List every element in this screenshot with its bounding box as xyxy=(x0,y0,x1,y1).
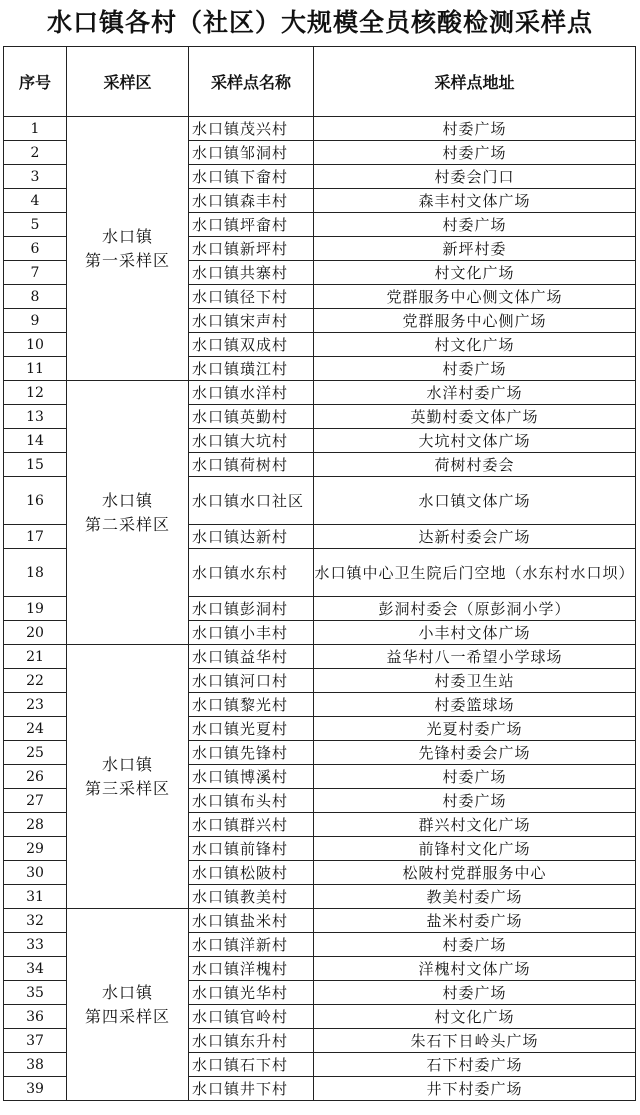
site-address: 洋槐村文体广场 xyxy=(314,957,636,981)
site-name: 水口镇森丰村 xyxy=(189,189,314,213)
row-number: 16 xyxy=(4,477,67,525)
row-number: 6 xyxy=(4,237,67,261)
site-address: 村委广场 xyxy=(314,789,636,813)
sampling-sites-table xyxy=(3,46,636,1101)
site-address: 荷树村委会 xyxy=(314,453,636,477)
row-number: 7 xyxy=(4,261,67,285)
site-address: 党群服务中心侧文体广场 xyxy=(314,285,636,309)
sampling-area-town: 水口镇 xyxy=(101,754,153,774)
site-name: 水口镇双成村 xyxy=(189,333,314,357)
row-number: 11 xyxy=(4,357,67,381)
site-name: 水口镇洋槐村 xyxy=(189,957,314,981)
row-number: 36 xyxy=(4,1005,67,1029)
table-row xyxy=(4,117,636,141)
site-address: 森丰村文体广场 xyxy=(314,189,636,213)
sampling-area-label: 第三采样区 xyxy=(84,778,170,798)
header-area: 采样区 xyxy=(67,47,189,117)
site-name: 水口镇益华村 xyxy=(189,645,314,669)
row-number: 15 xyxy=(4,453,67,477)
site-address: 村委广场 xyxy=(314,933,636,957)
site-name: 水口镇黎光村 xyxy=(189,693,314,717)
site-address: 党群服务中心侧广场 xyxy=(314,309,636,333)
site-name: 水口镇英勤村 xyxy=(189,405,314,429)
site-name: 水口镇光夏村 xyxy=(189,717,314,741)
header-no: 序号 xyxy=(4,47,67,117)
site-address: 新坪村委 xyxy=(314,237,636,261)
sampling-area-town: 水口镇 xyxy=(101,490,153,510)
row-number: 31 xyxy=(4,885,67,909)
row-number: 33 xyxy=(4,933,67,957)
site-name: 水口镇东升村 xyxy=(189,1029,314,1053)
site-address: 水洋村委广场 xyxy=(314,381,636,405)
header-name: 采样点名称 xyxy=(189,47,314,117)
site-address: 村委广场 xyxy=(314,981,636,1005)
row-number: 12 xyxy=(4,381,67,405)
row-number: 29 xyxy=(4,837,67,861)
site-name: 水口镇光华村 xyxy=(189,981,314,1005)
row-number: 38 xyxy=(4,1053,67,1077)
row-number: 21 xyxy=(4,645,67,669)
site-address: 村文化广场 xyxy=(314,333,636,357)
site-name: 水口镇璜江村 xyxy=(189,357,314,381)
site-name: 水口镇水东村 xyxy=(189,549,314,597)
site-name: 水口镇群兴村 xyxy=(189,813,314,837)
page-title: 水口镇各村（社区）大规模全员核酸检测采样点 xyxy=(46,8,593,37)
table-header-row xyxy=(4,47,636,117)
site-address: 石下村委广场 xyxy=(314,1053,636,1077)
row-number: 32 xyxy=(4,909,67,933)
site-name: 水口镇荷树村 xyxy=(189,453,314,477)
site-address: 先锋村委会广场 xyxy=(314,741,636,765)
site-name: 水口镇河口村 xyxy=(189,669,314,693)
site-address: 益华村八一希望小学球场 xyxy=(314,645,636,669)
site-name: 水口镇官岭村 xyxy=(189,1005,314,1029)
table-body xyxy=(4,117,636,1101)
table-row xyxy=(4,645,636,669)
site-address: 村委广场 xyxy=(314,765,636,789)
site-address: 水口镇文体广场 xyxy=(314,477,636,525)
sampling-area-town: 水口镇 xyxy=(101,226,153,246)
site-address: 达新村委会广场 xyxy=(314,525,636,549)
site-name: 水口镇达新村 xyxy=(189,525,314,549)
row-number: 27 xyxy=(4,789,67,813)
site-address: 村委广场 xyxy=(314,213,636,237)
sampling-area-label: 第一采样区 xyxy=(84,250,170,270)
site-address: 村委篮球场 xyxy=(314,693,636,717)
site-address: 朱石下日岭头广场 xyxy=(314,1029,636,1053)
site-name: 水口镇井下村 xyxy=(189,1077,314,1101)
site-address: 村文化广场 xyxy=(314,261,636,285)
site-name: 水口镇水洋村 xyxy=(189,381,314,405)
row-number: 39 xyxy=(4,1077,67,1101)
site-name: 水口镇先锋村 xyxy=(189,741,314,765)
site-address: 村委广场 xyxy=(314,117,636,141)
site-name: 水口镇前锋村 xyxy=(189,837,314,861)
row-number: 34 xyxy=(4,957,67,981)
row-number: 37 xyxy=(4,1029,67,1053)
row-number: 14 xyxy=(4,429,67,453)
table-row xyxy=(4,381,636,405)
sampling-area-town: 水口镇 xyxy=(101,982,153,1002)
row-number: 17 xyxy=(4,525,67,549)
site-address: 村委广场 xyxy=(314,141,636,165)
site-name: 水口镇新坪村 xyxy=(189,237,314,261)
site-name: 水口镇布头村 xyxy=(189,789,314,813)
site-name: 水口镇共寨村 xyxy=(189,261,314,285)
row-number: 8 xyxy=(4,285,67,309)
site-name: 水口镇洋新村 xyxy=(189,933,314,957)
sampling-area-cell xyxy=(67,645,189,909)
row-number: 23 xyxy=(4,693,67,717)
site-address: 松陂村党群服务中心 xyxy=(314,861,636,885)
sampling-area-cell xyxy=(67,909,189,1101)
row-number: 22 xyxy=(4,669,67,693)
site-address: 前锋村文化广场 xyxy=(314,837,636,861)
site-address: 群兴村文化广场 xyxy=(314,813,636,837)
sampling-area-cell xyxy=(67,381,189,645)
site-address: 大坑村文体广场 xyxy=(314,429,636,453)
site-address: 英勤村委文体广场 xyxy=(314,405,636,429)
site-name: 水口镇博溪村 xyxy=(189,765,314,789)
site-address: 小丰村文体广场 xyxy=(314,621,636,645)
sampling-area-label: 第四采样区 xyxy=(84,1006,170,1026)
site-address: 村委广场 xyxy=(314,357,636,381)
row-number: 9 xyxy=(4,309,67,333)
site-name: 水口镇盐米村 xyxy=(189,909,314,933)
row-number: 25 xyxy=(4,741,67,765)
row-number: 3 xyxy=(4,165,67,189)
site-address: 村文化广场 xyxy=(314,1005,636,1029)
sampling-area-label: 第二采样区 xyxy=(84,514,170,534)
site-address: 水口镇中心卫生院后门空地（水东村水口坝） xyxy=(314,549,636,597)
site-name: 水口镇下畲村 xyxy=(189,165,314,189)
site-address: 彭洞村委会（原彭洞小学） xyxy=(314,597,636,621)
row-number: 4 xyxy=(4,189,67,213)
site-name: 水口镇大坑村 xyxy=(189,429,314,453)
row-number: 26 xyxy=(4,765,67,789)
site-name: 水口镇教美村 xyxy=(189,885,314,909)
site-address: 光夏村委广场 xyxy=(314,717,636,741)
row-number: 20 xyxy=(4,621,67,645)
row-number: 5 xyxy=(4,213,67,237)
site-name: 水口镇坪畲村 xyxy=(189,213,314,237)
site-name: 水口镇松陂村 xyxy=(189,861,314,885)
site-name: 水口镇茂兴村 xyxy=(189,117,314,141)
site-name: 水口镇宋声村 xyxy=(189,309,314,333)
site-name: 水口镇邹洞村 xyxy=(189,141,314,165)
row-number: 13 xyxy=(4,405,67,429)
header-address: 采样点地址 xyxy=(314,47,636,117)
table-row xyxy=(4,909,636,933)
site-name: 水口镇径下村 xyxy=(189,285,314,309)
row-number: 19 xyxy=(4,597,67,621)
site-name: 水口镇彭洞村 xyxy=(189,597,314,621)
row-number: 2 xyxy=(4,141,67,165)
row-number: 24 xyxy=(4,717,67,741)
row-number: 1 xyxy=(4,117,67,141)
row-number: 35 xyxy=(4,981,67,1005)
row-number: 30 xyxy=(4,861,67,885)
site-name: 水口镇石下村 xyxy=(189,1053,314,1077)
site-address: 村委会门口 xyxy=(314,165,636,189)
site-address: 井下村委广场 xyxy=(314,1077,636,1101)
row-number: 10 xyxy=(4,333,67,357)
site-address: 村委卫生站 xyxy=(314,669,636,693)
row-number: 18 xyxy=(4,549,67,597)
site-name: 水口镇小丰村 xyxy=(189,621,314,645)
site-name: 水口镇水口社区 xyxy=(189,477,314,525)
site-address: 教美村委广场 xyxy=(314,885,636,909)
site-address: 盐米村委广场 xyxy=(314,909,636,933)
sampling-area-cell xyxy=(67,117,189,381)
row-number: 28 xyxy=(4,813,67,837)
